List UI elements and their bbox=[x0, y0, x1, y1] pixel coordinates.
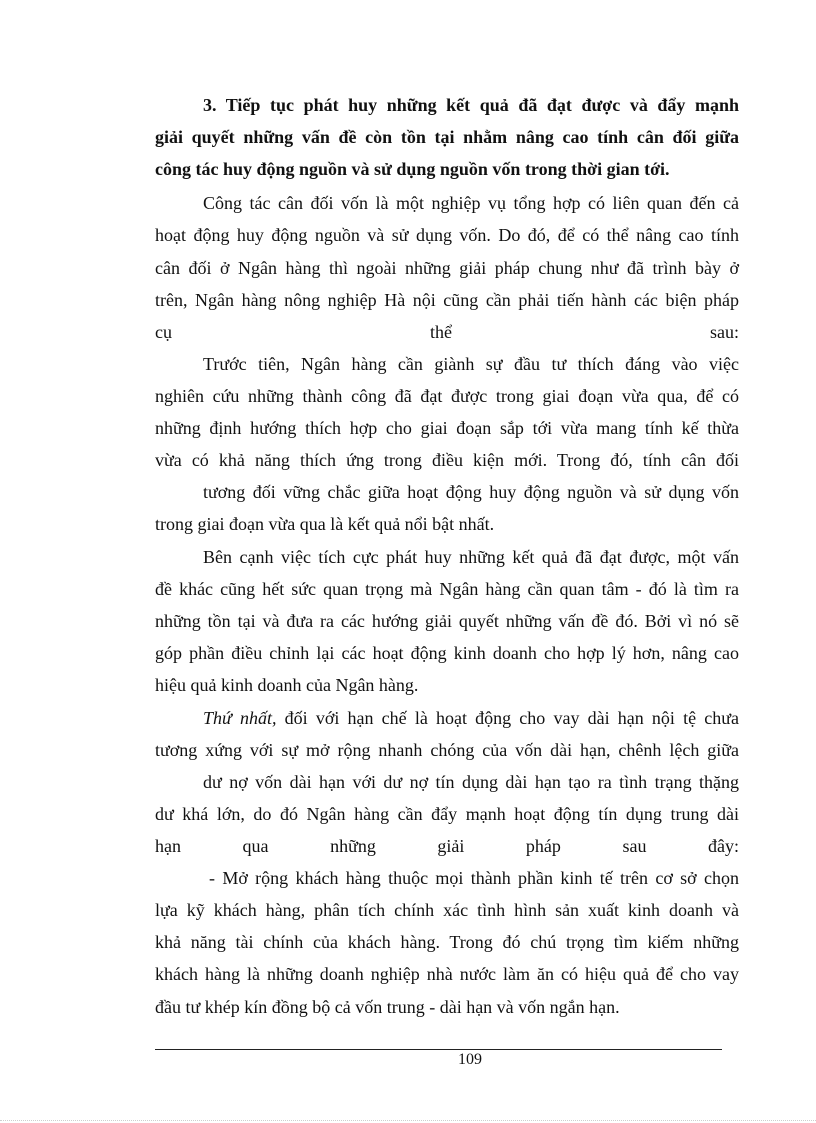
paragraph-line: dư nợ vốn dài hạn với dư nợ tín dụng dài hạn tạo ra tình trạng thặng bbox=[203, 772, 739, 792]
paragraph-line: - Mở rộng khách hàng thuộc mọi thành phần kinh tế trên cơ sở chọn bbox=[209, 868, 739, 888]
paragraph-line: hiệu quả kinh doanh của Ngân hàng. bbox=[155, 675, 419, 695]
emphasis-text: Thứ nhất, bbox=[203, 708, 277, 728]
paragraph-line: cân đối ở Ngân hàng thì ngoài những giải pháp chung như đã trình bày ở bbox=[155, 258, 739, 278]
paragraph-line: hoạt động huy động nguồn và sử dụng vốn. Do đó, để có thể nâng cao tính bbox=[155, 225, 739, 245]
paragraph-line: những tồn tại và đưa ra các hướng giải quyết những vấn đề đó. Bởi vì nó sẽ bbox=[155, 611, 739, 631]
paragraph-text: đối với hạn chế là hoạt động cho vay dài hạn nội tệ chưa bbox=[276, 708, 739, 728]
paragraph-line: cụ thể sau: bbox=[155, 322, 739, 342]
section-heading-line: 3. Tiếp tục phát huy những kết quả đã đạt được và đẩy mạnh bbox=[203, 95, 739, 115]
paragraph-line: tương đối vững chắc giữa hoạt động huy động nguồn và sử dụng vốn bbox=[203, 482, 739, 502]
paragraph-line: nghiên cứu những thành công đã đạt được trong giai đoạn vừa qua, để có bbox=[155, 386, 739, 406]
paragraph-line: Công tác cân đối vốn là một nghiệp vụ tổng hợp có liên quan đến cả bbox=[203, 193, 739, 213]
section-heading-line: giải quyết những vấn đề còn tồn tại nhằm nâng cao tính cân đối giữa bbox=[155, 127, 739, 147]
section-heading-line: công tác huy động nguồn và sử dụng nguồn vốn trong thời gian tới. bbox=[155, 159, 670, 179]
paragraph-line: dư khá lớn, do đó Ngân hàng cần đẩy mạnh hoạt động tín dụng trung dài bbox=[155, 804, 739, 824]
paragraph-line: vừa có khả năng thích ứng trong điều kiện mới. Trong đó, tính cân đối bbox=[155, 450, 739, 470]
paragraph-line: góp phần điều chỉnh lại các hoạt động kinh doanh cho hợp lý hơn, nâng cao bbox=[155, 643, 739, 663]
paragraph-line: Bên cạnh việc tích cực phát huy những kết quả đã đạt được, một vấn bbox=[203, 547, 739, 567]
paragraph-line: trong giai đoạn vừa qua là kết quả nổi bật nhất. bbox=[155, 514, 495, 534]
paragraph-line: đầu tư khép kín đồng bộ cả vốn trung - dài hạn và vốn ngắn hạn. bbox=[155, 997, 620, 1017]
paragraph-line: khách hàng là những doanh nghiệp nhà nước làm ăn có hiệu quả để cho vay bbox=[155, 964, 739, 984]
paragraph-line bbox=[203, 702, 739, 734]
paragraph-line: Trước tiên, Ngân hàng cần giành sự đầu tư thích đáng vào việc bbox=[203, 354, 739, 374]
paragraph-line: trên, Ngân hàng nông nghiệp Hà nội cũng cần phải tiến hành các biện pháp bbox=[155, 290, 739, 310]
page-bottom-border bbox=[0, 1120, 816, 1121]
paragraph-line: lựa kỹ khách hàng, phân tích chính xác tình hình sản xuất kinh doanh và bbox=[155, 900, 739, 920]
paragraph-line: những định hướng thích hợp cho giai đoạn sắp tới vừa mang tính kế thừa bbox=[155, 418, 739, 438]
paragraph-line: đề khác cũng hết sức quan trọng mà Ngân hàng cần quan tâm - đó là tìm ra bbox=[155, 579, 739, 599]
paragraph-line: khả năng tài chính của khách hàng. Trong đó chú trọng tìm kiếm những bbox=[155, 932, 739, 952]
paragraph-line: tương xứng với sự mở rộng nhanh chóng của vốn dài hạn, chênh lệch giữa bbox=[155, 740, 739, 760]
page-number: 109 bbox=[458, 1051, 482, 1068]
footer-divider bbox=[155, 1049, 722, 1050]
paragraph-line: hạn qua những giải pháp sau đây: bbox=[155, 836, 739, 856]
